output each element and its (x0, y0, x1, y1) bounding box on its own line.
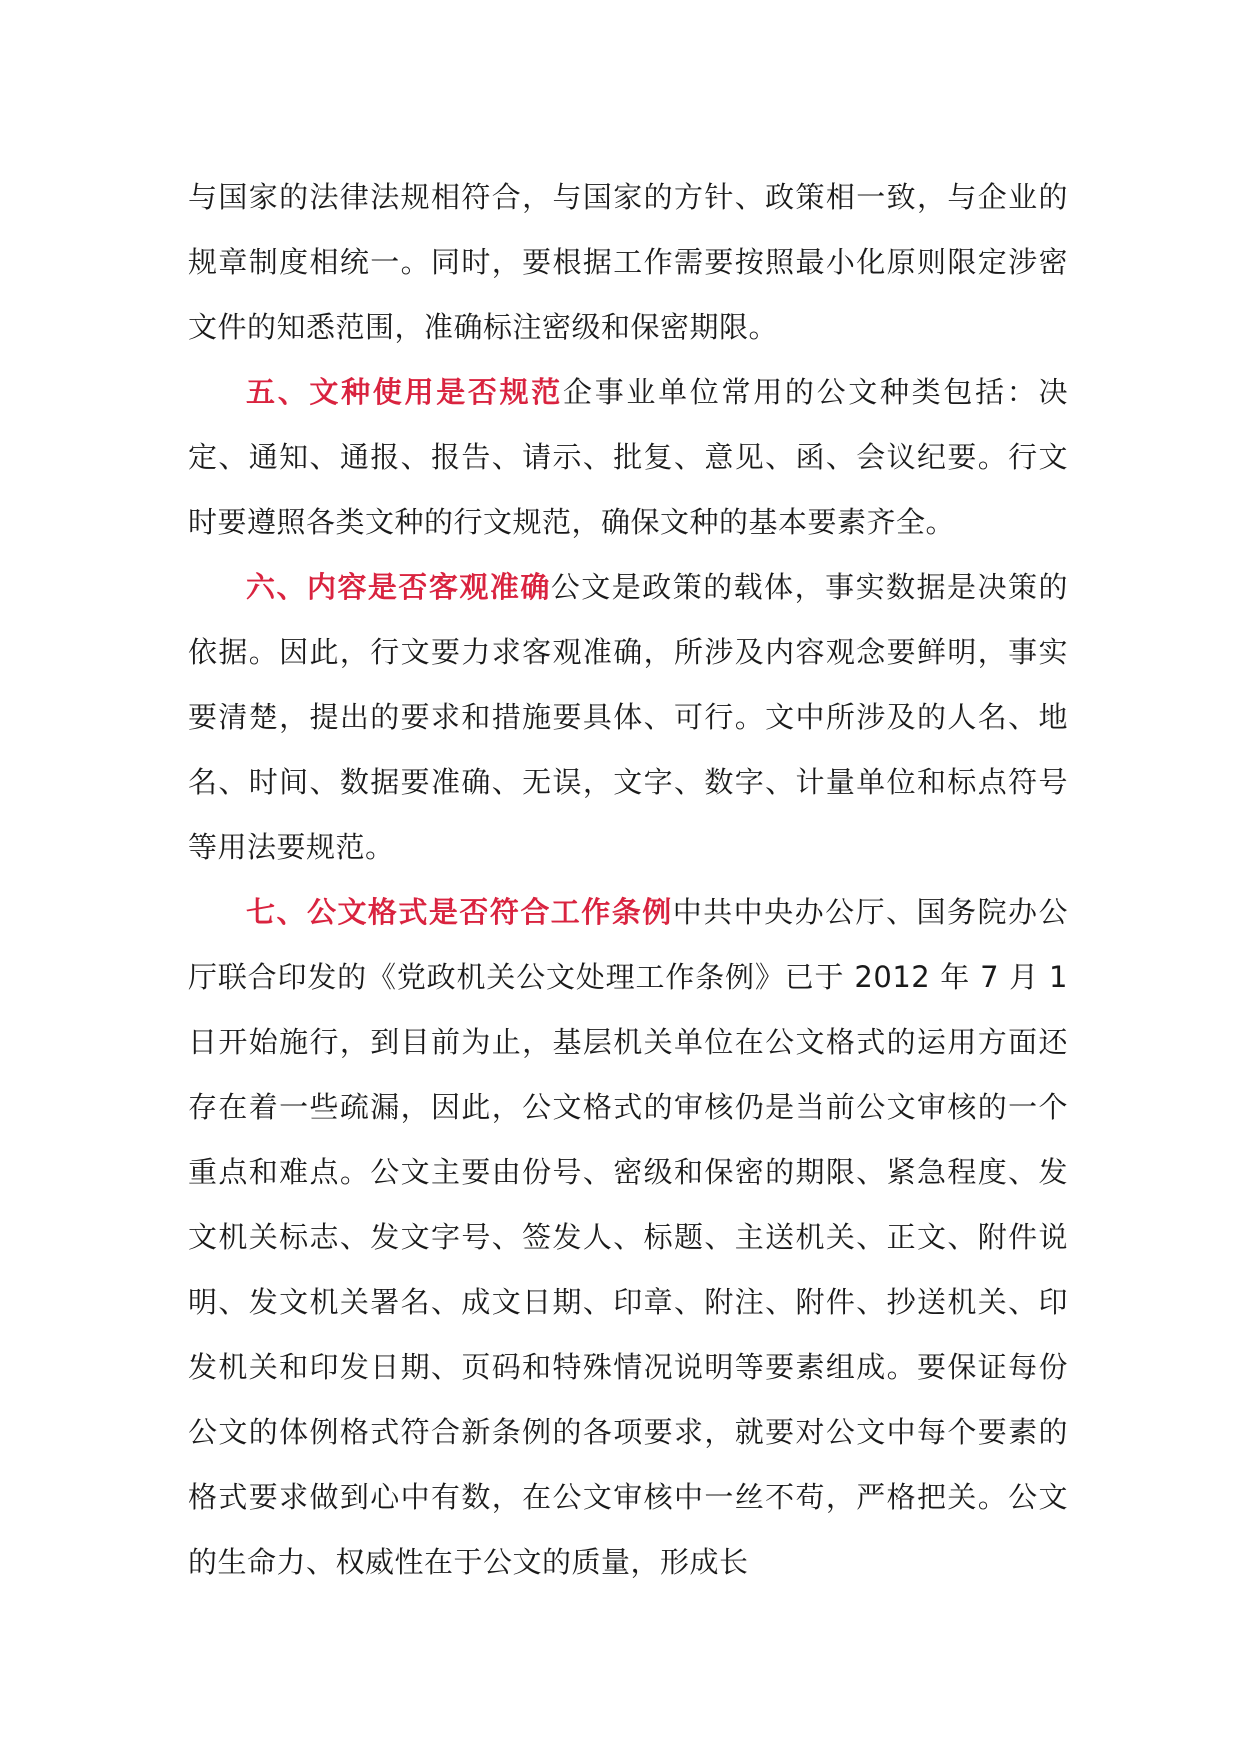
paragraph-section-7 (188, 880, 1068, 1595)
paragraph-section-5 (188, 360, 1068, 555)
paragraph-continuation (188, 165, 1068, 360)
document-page (188, 165, 1068, 1595)
section-heading: 七、公文格式是否符合工作条例 (246, 895, 673, 929)
paragraph-text: 公文是政策的载体，事实数据是决策的依据。因此，行文要力求客观准确，所涉及内容观念要鲜明，事实要清楚，提出的要求和措施要具体、可行。文中所涉及的人名、地名、时间、数据要准确、无误，文字、数字、计量单位和标点符号等用法要规范。 (188, 570, 1068, 864)
section-heading: 五、文种使用是否规范 (246, 375, 563, 409)
paragraph-text: 与国家的法律法规相符合，与国家的方针、政策相一致，与企业的规章制度相统一。同时，要根据工作需要按照最小化原则限定涉密文件的知悉范围，准确标注密级和保密期限。 (188, 180, 1068, 344)
section-heading: 六、内容是否客观准确 (246, 570, 551, 604)
paragraph-section-6 (188, 555, 1068, 880)
paragraph-text: 企事业单位常用的公文种类包括：决定、通知、通报、报告、请示、批复、意见、函、会议纪要。行文时要遵照各类文种的行文规范，确保文种的基本要素齐全。 (188, 375, 1068, 539)
paragraph-text: 中共中央办公厅、国务院办公厅联合印发的《党政机关公文处理工作条例》已于 2012 年 7 月 1 日开始施行，到目前为止，基层机关单位在公文格式的运用方面还存在着一些疏漏，因此，公文格式的审核仍是当前公文审核的一个重点和难点。公文主要由份号、密级和保密的期限、紧急程度、发文机关标志、发文字号、签发人、标题、主送机关、正文、附件说明、发文机关署名、成文日期、印章、附注、附件、抄送机关、印发机关和印发日期、页码和特殊情况说明等要素组成。要保证每份公文的体例格式符合新条例的各项要求，就要对公文中每个要素的格式要求做到心中有数，在公文审核中一丝不苟，严格把关。公文的生命力、权威性在于公文的质量，形成长 (188, 895, 1068, 1579)
